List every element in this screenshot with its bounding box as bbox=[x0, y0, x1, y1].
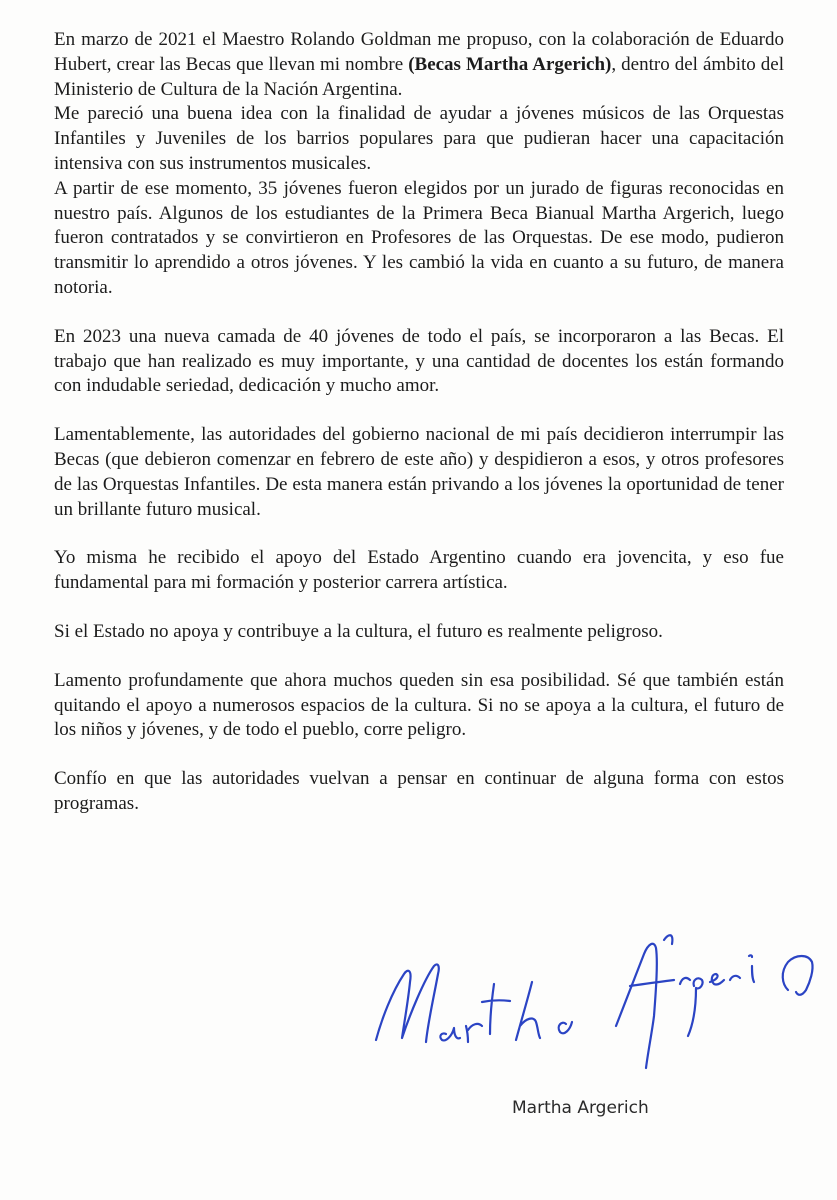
paragraph-interruption: Lamentablemente, las autoridades del gobierno nacional de mi país decidieron interrumpir las Becas (que debieron comenzar en febrero de este año) y despidieron a esos, y otros profesores de las Orquestas Infantiles. De esta manera están privando a los jóvenes la oportunidad de tener un brillante futuro musical. bbox=[54, 424, 784, 520]
paragraph-intro-rest: , dentro del ámbito del Ministerio de Cultura de la Nación Argentina. bbox=[54, 53, 785, 100]
paragraph-state-support: Si el Estado no apoya y contribuye a la cultura, el futuro es realmente peligroso. bbox=[54, 620, 663, 642]
signer-name: Martha Argerich bbox=[512, 1098, 649, 1118]
paragraph-first-cohort: A partir de ese momento, 35 jóvenes fueron elegidos por un jurado de figuras reconocidas en nuestro país. Algunos de los estudiantes de la Primera Beca Bianual Martha Argerich, luego fueron contratados y se convirtieron en Profesores de las Orquestas. De ese modo, pudieron transmitir lo aprendido a otros jóvenes. Y les cambió la vida en cuanto a su futuro, de manera notoria. bbox=[54, 177, 784, 298]
paragraph-purpose: Me pareció una buena idea con la finalidad de ayudar a jóvenes músicos de las Orquestas Infantiles y Juveniles de los barrios populares para que pudieran hacer una capacitación intensiva con sus instrumentos musicales. bbox=[54, 103, 784, 174]
paragraph-closing: Confío en que las autoridades vuelvan a pensar en continuar de alguna forma con estos programas. bbox=[54, 768, 784, 814]
letter-body bbox=[54, 28, 784, 817]
handwritten-signature bbox=[368, 922, 830, 1082]
paragraph-intro bbox=[54, 28, 784, 102]
signature-svg bbox=[368, 922, 830, 1082]
paragraph-second-cohort: En 2023 una nueva camada de 40 jóvenes de todo el país, se incorporaron a las Becas. El trabajo que han realizado es muy importante, y una cantidad de docentes los están formando con indudable seriedad, dedicación y mucho amor. bbox=[54, 325, 784, 397]
paragraph-intro-text: En marzo de 2021 el Maestro Rolando Goldman me propuso, con la colaboración de Eduardo Hubert, crear las Becas que llevan mi nombre bbox=[54, 29, 784, 75]
scholarship-name-bold: (Becas Martha Argerich) bbox=[408, 53, 612, 75]
paragraph-personal: Yo misma he recibido el apoyo del Estado Argentino cuando era jovencita, y eso fue fundamental para mi formación y posterior carrera artística. bbox=[54, 547, 784, 594]
paragraph-regret: Lamento profundamente que ahora muchos queden sin esa posibilidad. Sé que también están quitando el apoyo a numerosos espacios de la cultura. Si no se apoya a la cultura, el futuro de los niños y jóvenes, y de todo el pueblo, corre peligro. bbox=[54, 669, 784, 741]
